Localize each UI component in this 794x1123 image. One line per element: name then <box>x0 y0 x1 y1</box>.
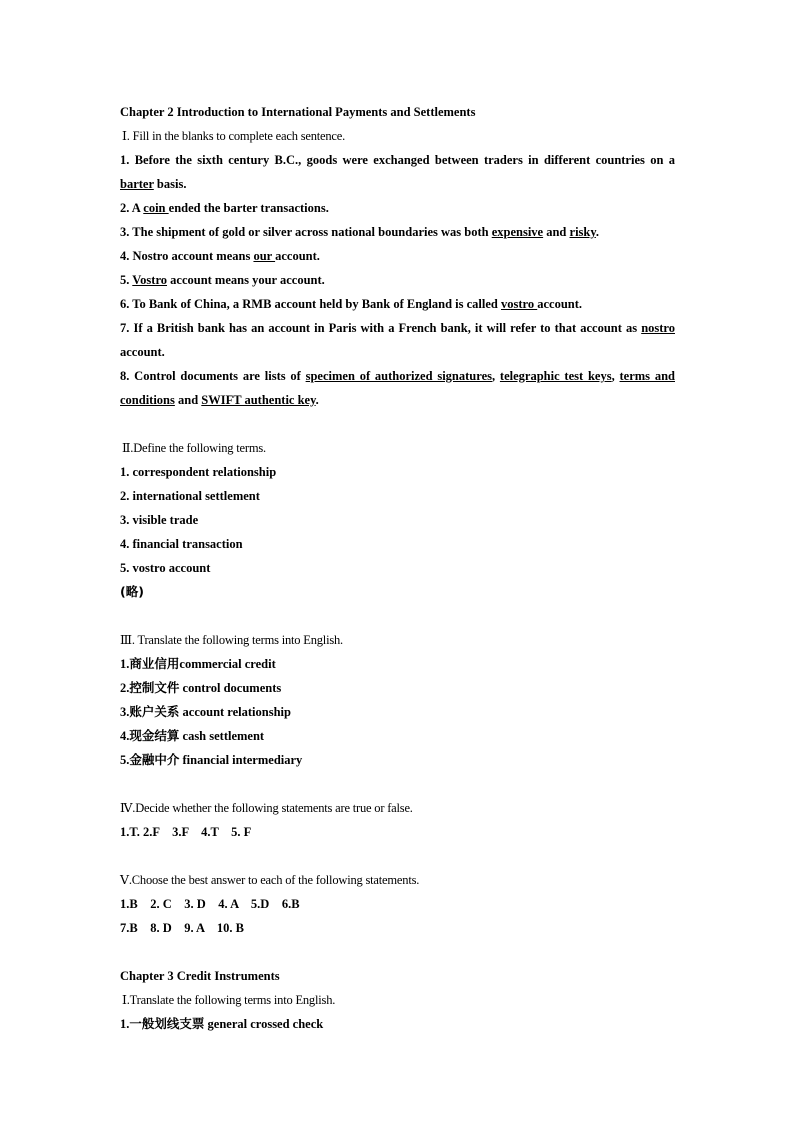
english-term: commercial credit <box>179 657 276 671</box>
q3-end: . <box>595 225 600 239</box>
item-number: 5. <box>120 753 130 767</box>
q5-tail: account means your account. <box>167 273 325 287</box>
english-term: general crossed check <box>204 1017 324 1031</box>
q8-sep-2: , <box>611 369 620 383</box>
chinese-term: 控制文件 <box>129 680 180 695</box>
question-1 <box>120 148 675 196</box>
english-term: financial intermediary <box>179 753 303 767</box>
term-item: 5. vostro account <box>120 561 211 575</box>
q2-answer: coin <box>143 201 169 215</box>
choice-answers-row-1: 1.B 2. C 3. D 4. A 5.D 6.B <box>120 897 300 911</box>
english-term: cash settlement <box>179 729 265 743</box>
spacer <box>120 844 675 868</box>
item-number: 2. <box>120 681 130 695</box>
q1-tail: basis. <box>153 177 187 191</box>
chinese-term: 商业信用 <box>129 656 180 671</box>
translation-item <box>120 1012 675 1036</box>
term-item: 2. international settlement <box>120 489 260 503</box>
q7-answer: nostro <box>641 321 675 335</box>
q8-answer-1: specimen of authorized signatures <box>305 369 492 383</box>
question-4 <box>120 244 675 268</box>
item-number: 3. <box>120 705 130 719</box>
spacer <box>120 772 675 796</box>
chinese-term: 金融中介 <box>129 752 180 767</box>
q4-tail: account. <box>275 249 320 263</box>
translation-item <box>120 652 675 676</box>
q3-text: 3. The shipment of gold or silver across national boundaries was both <box>120 225 492 239</box>
term-item: 3. visible trade <box>120 513 199 527</box>
chapter-2-title: Chapter 2 Introduction to International Payments and Settlements <box>120 105 476 119</box>
q6-text: 6. To Bank of China, a RMB account held by Bank of England is called <box>120 297 501 311</box>
q7-text: 7. If a British bank has an account in Paris with a French bank, it will refer to that account as <box>120 321 642 335</box>
section-5-heading: Ⅴ.Choose the best answer to each of the following statements. <box>120 873 420 887</box>
item-number: 1. <box>120 1017 130 1031</box>
q8-text: 8. Control documents are lists of <box>120 369 306 383</box>
q5-answer: Vostro <box>132 273 168 287</box>
question-5 <box>120 268 675 292</box>
q4-text: 4. Nostro account means <box>120 249 254 263</box>
english-term: control documents <box>179 681 282 695</box>
translation-item <box>120 724 675 748</box>
item-number: 4. <box>120 729 130 743</box>
term-item: 4. financial transaction <box>120 537 243 551</box>
q5-text: 5. <box>120 273 133 287</box>
q8-end: . <box>315 393 319 407</box>
q1-answer: barter <box>120 177 154 191</box>
question-2 <box>120 196 675 220</box>
item-number: 1. <box>120 657 130 671</box>
term-item: 1. correspondent relationship <box>120 465 277 479</box>
chinese-term: 现金结算 <box>129 728 180 743</box>
q8-answer-3: terms and conditions <box>120 369 675 407</box>
q7-tail: account. <box>120 345 165 359</box>
section-4-heading: Ⅳ.Decide whether the following statements are true or false. <box>120 801 413 815</box>
chinese-term: 账户关系 <box>129 704 180 719</box>
q3-answer-1: expensive <box>491 225 544 239</box>
english-term: account relationship <box>179 705 291 719</box>
chapter-3-section-1-heading: Ⅰ.Translate the following terms into English. <box>122 993 336 1007</box>
q6-tail: account. <box>537 297 583 311</box>
section-2-heading: Ⅱ.Define the following terms. <box>122 441 266 455</box>
chinese-term: 一般划线支票 <box>129 1016 205 1031</box>
q8-answer-4: SWIFT authentic key <box>201 393 316 407</box>
choice-answers-row-2: 7.B 8. D 9. A 10. B <box>120 921 244 935</box>
spacer <box>120 940 675 964</box>
q8-sep-1: , <box>492 369 500 383</box>
spacer <box>120 412 675 436</box>
question-6 <box>120 292 675 316</box>
translation-item <box>120 700 675 724</box>
question-7 <box>120 316 675 364</box>
q3-mid: and <box>543 225 570 239</box>
q1-text: 1. Before the sixth century B.C., goods were exchanged between traders in different countries on a <box>120 153 675 167</box>
omitted-note: (略) <box>120 584 144 599</box>
section-3-heading: Ⅲ. Translate the following terms into English. <box>120 633 343 647</box>
q2-text: 2. A <box>120 201 144 215</box>
q8-sep-3: and <box>174 393 202 407</box>
question-8 <box>120 364 675 412</box>
document-page <box>120 100 675 1036</box>
spacer <box>120 604 675 628</box>
q6-answer: vostro <box>501 297 538 311</box>
translation-item <box>120 676 675 700</box>
question-3 <box>120 220 675 244</box>
q3-answer-2: risky <box>569 225 596 239</box>
section-1-heading: Ⅰ. Fill in the blanks to complete each sentence. <box>122 129 346 143</box>
chapter-3-title: Chapter 3 Credit Instruments <box>120 969 280 983</box>
q2-tail: ended the barter transactions. <box>168 201 329 215</box>
true-false-answers: 1.T. 2.F 3.F 4.T 5. F <box>120 825 252 839</box>
q8-answer-2: telegraphic test keys <box>499 369 612 383</box>
q4-answer: our <box>253 249 276 263</box>
translation-item <box>120 748 675 772</box>
